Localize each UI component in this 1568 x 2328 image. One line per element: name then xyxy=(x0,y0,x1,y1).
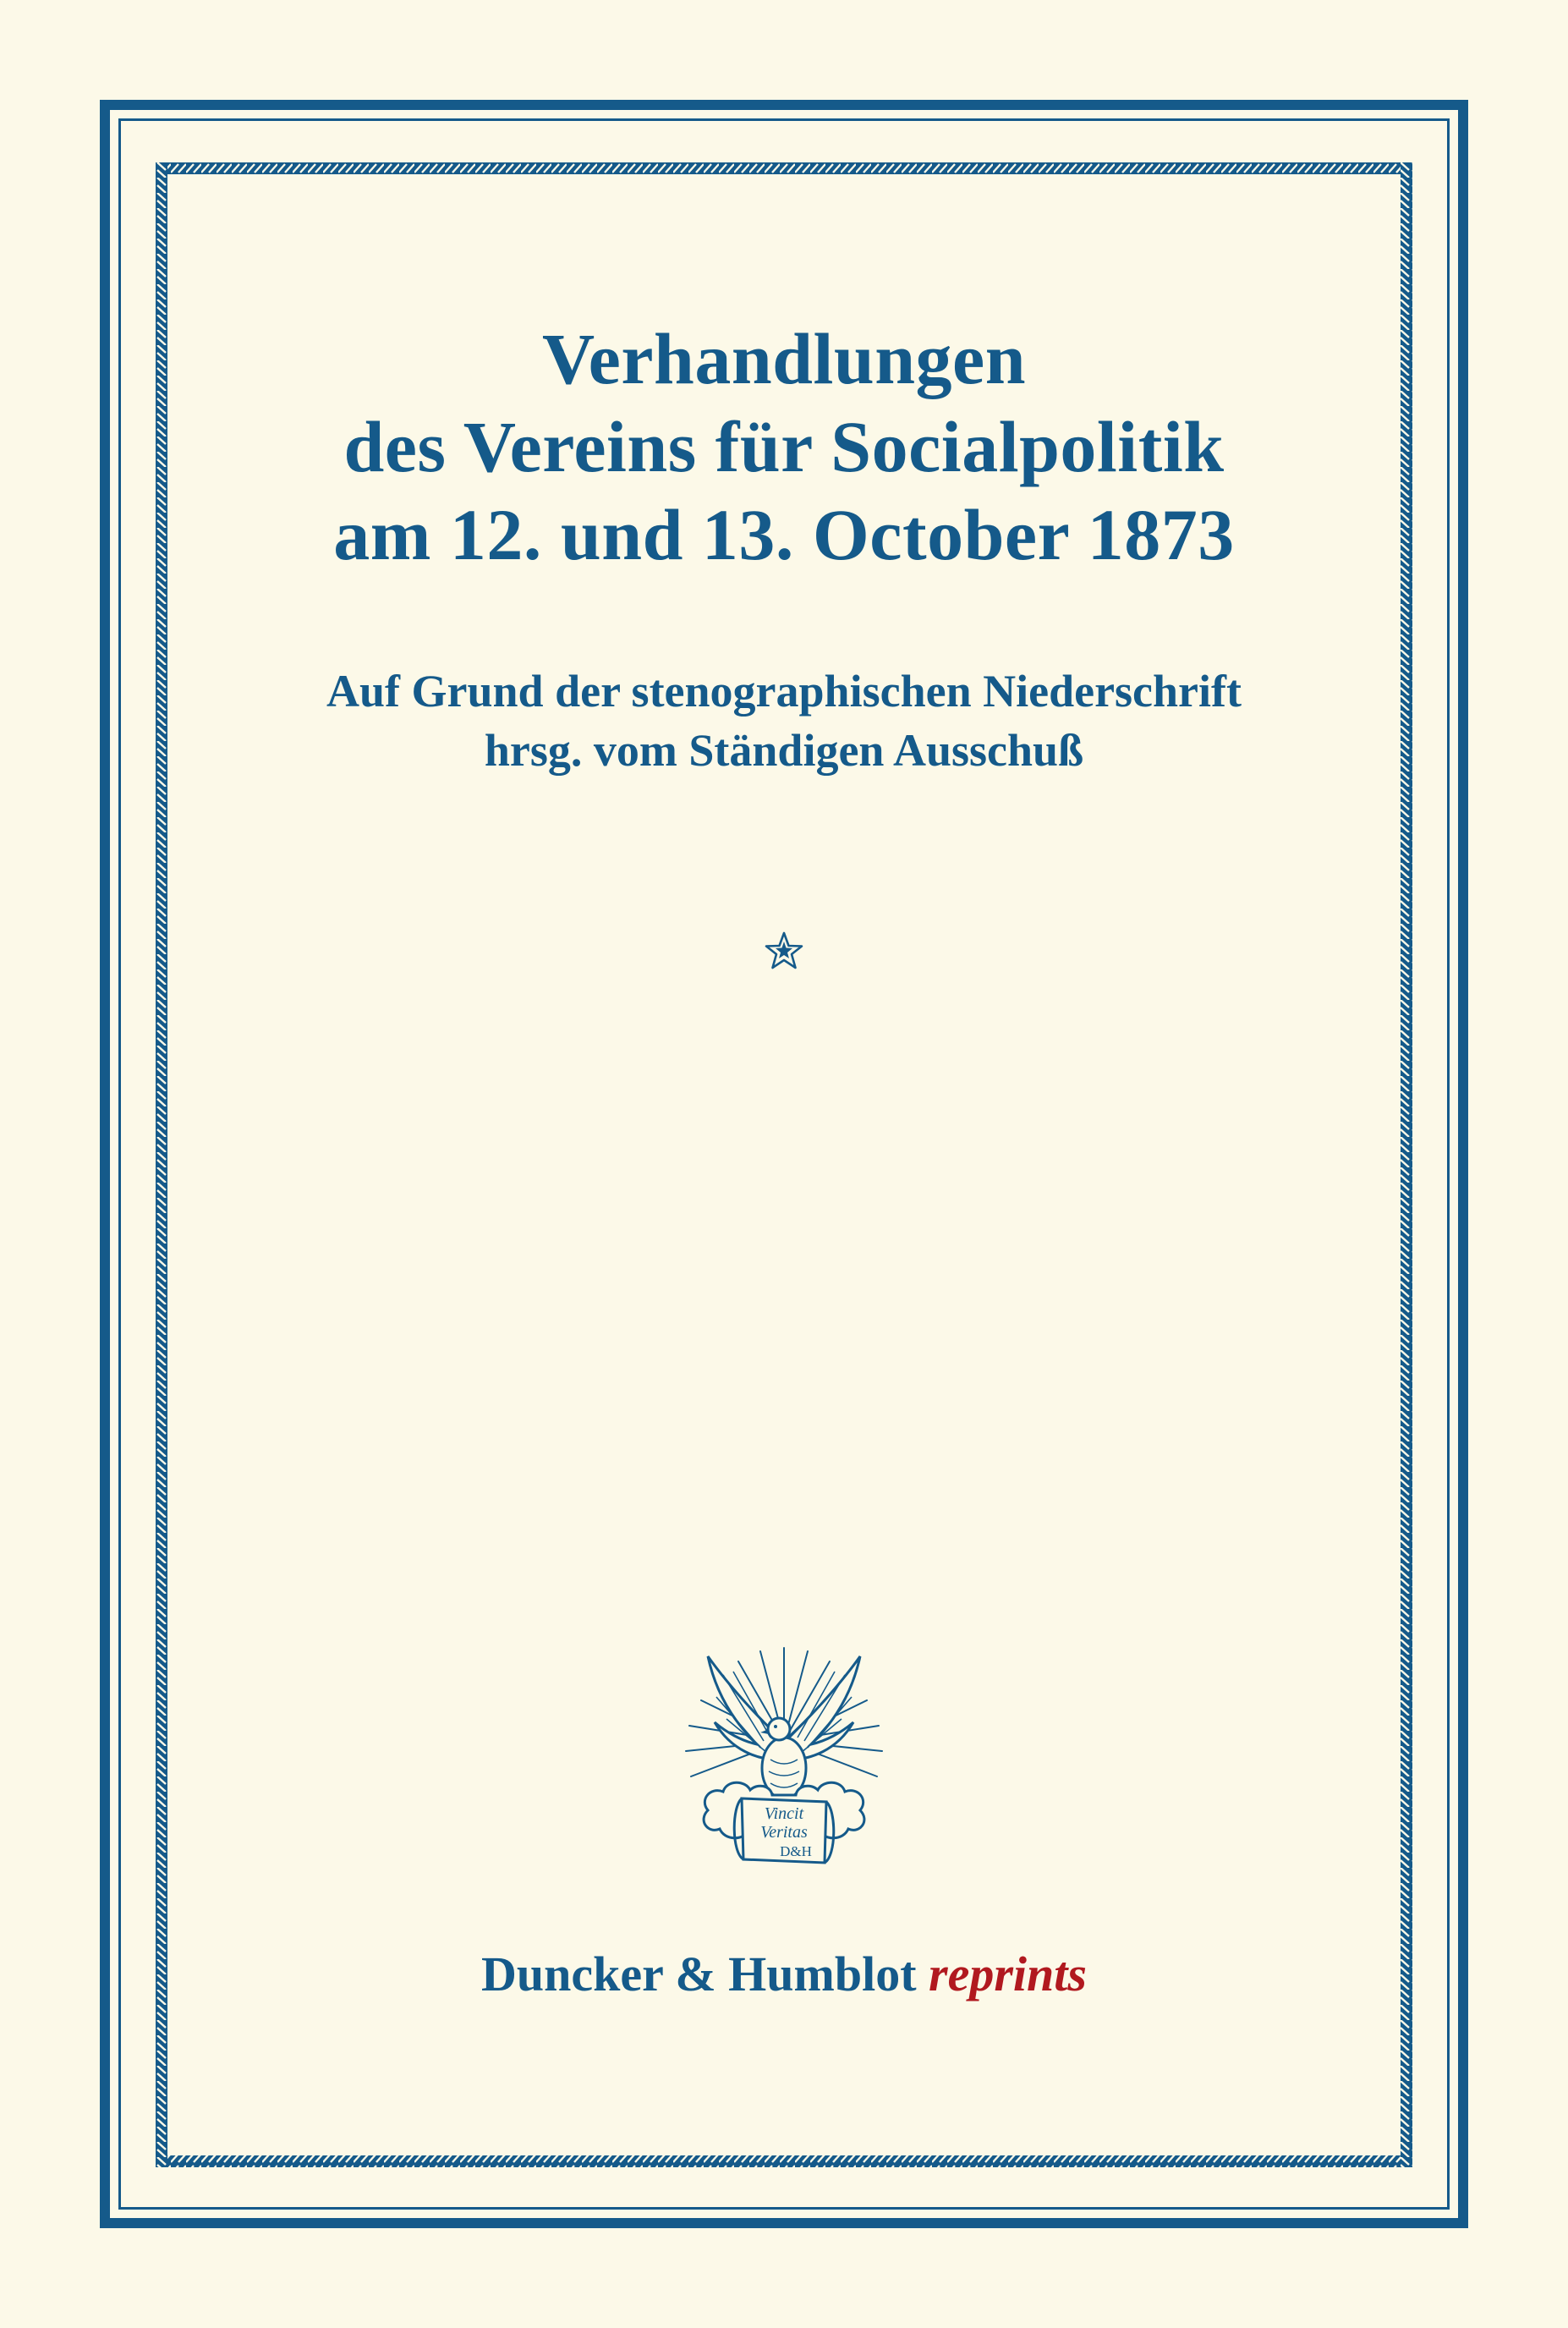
subtitle-line: hrsg. vom Ständigen Ausschuß xyxy=(484,725,1084,776)
title-line: Verhandlungen xyxy=(541,318,1027,399)
publisher-name: Duncker & Humblot xyxy=(481,1946,917,2001)
device-initials: D&H xyxy=(780,1843,812,1859)
series-name: reprints xyxy=(929,1946,1087,2001)
publisher-imprint xyxy=(0,1946,1568,2002)
book-title xyxy=(0,315,1568,579)
title-line: am 12. und 13. October 1873 xyxy=(333,494,1235,575)
title-line: des Vereins für Socialpolitik xyxy=(343,406,1225,487)
book-subtitle xyxy=(0,662,1568,780)
device-motto: Vincit xyxy=(764,1804,804,1823)
star-ornament-icon xyxy=(764,931,804,971)
subtitle-line: Auf Grund der stenographischen Niederschrift xyxy=(326,666,1242,717)
eagle-device-icon xyxy=(683,1641,885,1878)
device-motto: Veritas xyxy=(760,1823,808,1842)
